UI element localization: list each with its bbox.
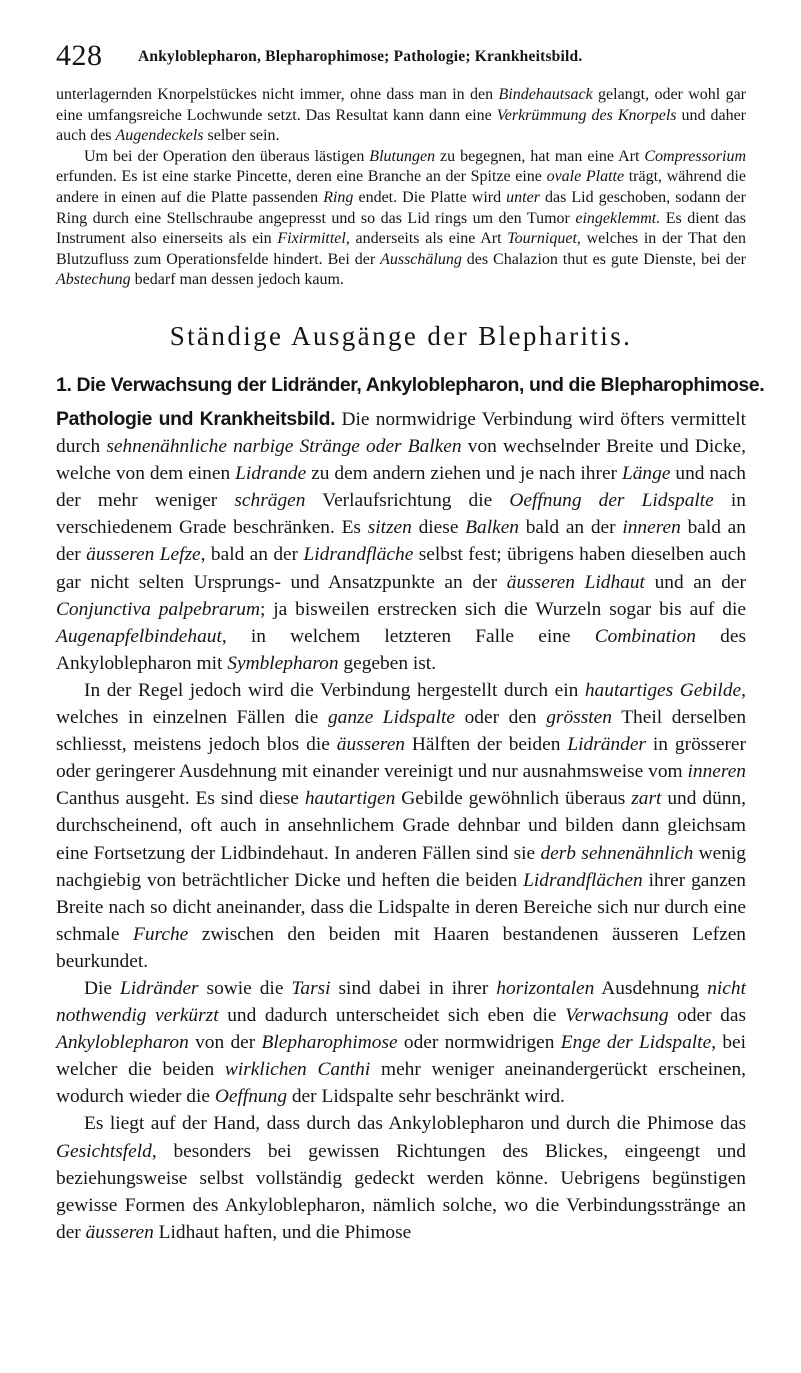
text-run: zu begegnen, hat man eine Art xyxy=(435,147,645,165)
emphasis-text: Verwachsung xyxy=(565,1005,669,1027)
text-run: bald an der xyxy=(519,517,623,539)
text-run: oder den xyxy=(454,707,547,729)
emphasis-text: Conjunctiva palpebrarum xyxy=(56,598,260,620)
emphasis-text: sitzen xyxy=(367,517,412,539)
emphasis-text: Oeffnung der Lidspalte xyxy=(509,490,714,512)
text-run: Verlaufsrichtung die xyxy=(305,490,510,512)
text-run: mehr weniger aneinandergerückt erscheinen, wodurch wieder die xyxy=(56,1059,747,1108)
emphasis-text: wirklichen Canthi xyxy=(224,1059,371,1081)
running-head: Ankyloblepharon, Blepharophimose; Pathologie; Krankheitsbild. xyxy=(138,48,583,65)
emphasis-text: Lidrandflächen xyxy=(523,869,643,891)
emphasis-text: Tourniquet xyxy=(507,230,577,248)
text-run: bald an der xyxy=(56,517,746,566)
emphasis-text: Oeffnung xyxy=(214,1086,288,1108)
text-run: ; ja bisweilen erstrecken sich die Wurzeln sogar bis auf die xyxy=(259,598,746,620)
main-body-text xyxy=(56,406,746,1246)
emphasis-text: horizontalen xyxy=(496,977,595,999)
emphasis-text: Fixirmittel xyxy=(277,230,346,248)
text-run: wenig nachgiebig von beträchtlicher Dicke und heften die beiden xyxy=(56,842,746,891)
emphasis-text: Symblepharon xyxy=(227,652,339,674)
text-run: , anderseits als eine Art xyxy=(345,230,508,248)
paragraph xyxy=(56,85,746,147)
text-run: Um bei der Operation den überaus lästigen xyxy=(84,147,370,165)
emphasis-text: hautartiges Gebilde xyxy=(584,679,742,701)
emphasis-text: Lidrande xyxy=(235,463,307,485)
emphasis-text: Lidränder xyxy=(119,977,199,999)
text-run: endet. Die Platte wird xyxy=(353,188,507,206)
text-run: sind dabei in ihrer xyxy=(330,977,497,999)
emphasis-text: Combination xyxy=(594,625,696,647)
emphasis-text: Blutungen xyxy=(369,147,436,165)
emphasis-text: Augendeckels xyxy=(115,127,204,145)
emphasis-text: inneren xyxy=(622,517,681,539)
text-run: Die xyxy=(84,977,120,999)
emphasis-text: eingeklemmt. xyxy=(575,209,661,227)
emphasis-text: derb sehnenähnlich xyxy=(540,842,694,864)
text-run: des Ankyloblepharon mit xyxy=(56,625,746,674)
text-run: des Chalazion thut es gute Dienste, bei der xyxy=(461,250,746,268)
text-run: diese xyxy=(411,517,466,539)
paragraph xyxy=(56,406,746,677)
text-run: und nach der mehr weniger xyxy=(56,463,746,512)
text-run: der Lidspalte sehr beschränkt wird. xyxy=(287,1086,565,1108)
previous-section-text xyxy=(56,85,746,291)
emphasis-text: Enge der Lidspalte xyxy=(560,1032,712,1054)
text-run: , bald an der xyxy=(200,544,304,566)
text-run: Es dient das Instrument also einerseits als ein xyxy=(56,209,746,248)
page-header xyxy=(56,40,746,80)
emphasis-text: unter xyxy=(506,188,540,206)
text-run: erfunden. Es ist eine starke Pincette, deren eine Branche an der Spitze eine xyxy=(56,168,547,186)
text-run: zu dem andern ziehen und je nach ihrer xyxy=(306,463,622,485)
text-run: von der xyxy=(188,1032,262,1054)
emphasis-text: Tarsi xyxy=(291,977,331,999)
text-run: trägt, während die andere in einen auf die Platte passenden xyxy=(56,168,746,206)
emphasis-text: Verkrümmung des Knorpels xyxy=(496,106,677,124)
emphasis-text: inneren xyxy=(687,761,746,783)
paragraph-lead: Pathologie und Krankheitsbild. xyxy=(56,408,336,430)
text-run: und dünn, durchscheinend, oft auch in ansehnlichem Grade dehnbar und bilden dann gleichsam eine Fortsetzung der Lidbindehaut. In anderen Fällen sind sie xyxy=(56,788,746,864)
emphasis-text: hautartigen xyxy=(304,788,396,810)
text-run: Theil derselben schliesst, meistens jedoch blos die xyxy=(56,707,747,756)
section-title: Ständige Ausgänge der Blepharitis. xyxy=(169,321,633,351)
emphasis-text: Balken xyxy=(465,517,519,539)
text-run: bedarf man dessen jedoch kaum. xyxy=(130,271,344,289)
text-run: und daher auch des xyxy=(56,106,747,145)
text-run: gegeben ist. xyxy=(338,652,437,674)
text-run: gelangt, oder wohl gar eine umfangsreiche Lochwunde setzt. Das Resultat kann dann eine xyxy=(56,86,747,124)
text-run: , in welchem letzteren Falle eine xyxy=(221,625,595,647)
emphasis-text: Ausschälung xyxy=(380,250,462,268)
emphasis-text: sehnenähnliche narbige Stränge oder Balken xyxy=(106,436,462,458)
text-run: das Lid geschoben, sodann der Ring durch eine Stellschraube angepresst und so das Lid rings um den Tumor xyxy=(56,188,746,227)
text-run: und dadurch unterscheidet sich eben die xyxy=(218,1005,566,1027)
emphasis-text: Gesichtsfeld xyxy=(56,1140,152,1162)
emphasis-text: Lidränder xyxy=(567,734,646,756)
emphasis-text: Abstechung xyxy=(56,271,131,289)
emphasis-text: ganze Lidspalte xyxy=(327,707,455,729)
paragraph xyxy=(56,1110,746,1245)
text-run: Hälften der beiden xyxy=(405,734,568,756)
text-run: und an der xyxy=(644,571,746,593)
emphasis-text: Bindehautsack xyxy=(498,86,593,103)
emphasis-text: äusseren xyxy=(336,734,405,756)
emphasis-text: zart xyxy=(631,788,662,810)
emphasis-text: Furche xyxy=(133,923,189,945)
paragraph xyxy=(56,147,746,291)
text-run: Gebilde gewöhnlich überaus xyxy=(395,788,632,810)
text-run: , welches in einzelnen Fällen die xyxy=(56,679,746,729)
chapter-subtitle: 1. Die Verwachsung der Lidränder, Ankyloblepharon, und die Blepharophimose. xyxy=(56,374,765,396)
text-run: Ausdehnung xyxy=(594,977,708,999)
text-run: in grösserer oder geringerer Ausdehnung mit einander vereinigt und nur ausnahmsweise vom xyxy=(56,734,746,783)
text-run: Die normwidrige Verbindung wird öfters vermittelt durch xyxy=(56,409,746,458)
text-run: Canthus ausgeht. Es sind diese xyxy=(56,788,305,810)
text-run: oder normwidrigen xyxy=(397,1032,561,1054)
emphasis-text: schrägen xyxy=(234,490,306,512)
text-run: zwischen den beiden mit Haaren bestandenen äusseren Lefzen beurkundet. xyxy=(56,923,746,972)
text-run: in verschiedenem Grade beschränken. Es xyxy=(56,490,746,539)
emphasis-text: Ring xyxy=(323,188,354,206)
text-run: oder das xyxy=(668,1005,747,1027)
emphasis-text: grössten xyxy=(546,707,612,729)
paragraph xyxy=(56,975,746,1110)
emphasis-text: Länge xyxy=(621,463,671,485)
text-run: , besonders bei gewissen Richtungen des Blickes, eingeengt und beziehungsweise selbst vollständig gedeckt werden könne. Uebrigens begünstigen gewisse Formen des Ankyloblepharon, nämlich solche, wo die Verbindungsstränge an der xyxy=(56,1140,746,1243)
text-run: von wechselnder Breite und Dicke, welche von dem einen xyxy=(56,436,746,485)
emphasis-text: ovale Platte xyxy=(546,168,625,186)
emphasis-text: äusseren Lidhaut xyxy=(506,571,645,593)
text-run: sowie die xyxy=(198,977,292,999)
text-run: Es liegt auf der Hand, dass durch das Ankyloblepharon und durch die Phimose das xyxy=(84,1113,746,1135)
page-number: 428 xyxy=(56,39,103,72)
text-run: , welches in der That den Blutzufluss zum Operationsfelde hindert. Bei der xyxy=(56,230,747,268)
emphasis-text: Augenapfelbindehaut xyxy=(56,625,222,647)
emphasis-text: äusseren Lefze xyxy=(86,544,201,566)
text-run: unterlagernden Knorpelstückes nicht immer, ohne dass man in den xyxy=(56,86,499,103)
paragraph xyxy=(56,677,746,975)
text-run: ihrer ganzen Breite nach so dicht aneinander, dass die Lidspalte in deren Bereiche sich nur durch eine schmale xyxy=(56,869,746,945)
emphasis-text: Compressorium xyxy=(644,147,747,165)
emphasis-text: nicht nothwendig verkürzt xyxy=(56,977,746,1027)
emphasis-text: Ankyloblepharon xyxy=(56,1032,189,1054)
text-run: In der Regel jedoch wird die Verbindung hergestellt durch ein xyxy=(84,679,585,701)
text-run: Lidhaut haften, und die Phimose xyxy=(153,1221,412,1243)
emphasis-text: äusseren xyxy=(85,1221,154,1243)
text-run: selbst fest; übrigens haben dieselben auch gar nicht selten Ursprungs- und Ansatzpunkte an der xyxy=(56,544,747,593)
emphasis-text: Lidrandfläche xyxy=(303,544,414,566)
emphasis-text: Blepharophimose xyxy=(261,1032,398,1054)
text-run: , bei welcher die beiden xyxy=(56,1032,747,1081)
text-run: selber sein. xyxy=(203,127,280,145)
